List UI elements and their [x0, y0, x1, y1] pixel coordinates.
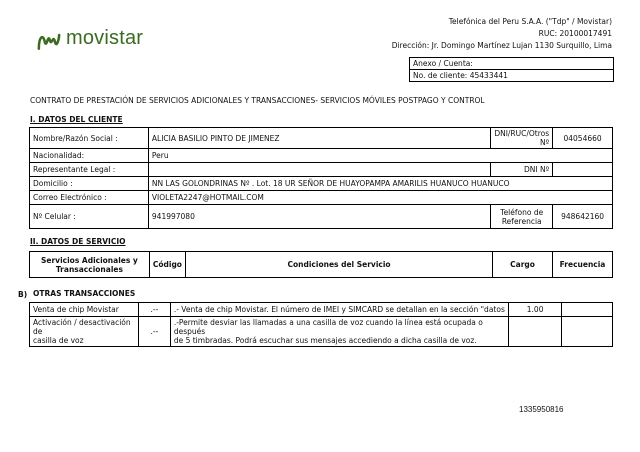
cell-label: Nº Celular :	[30, 205, 149, 229]
table-row	[30, 303, 613, 317]
row-charge: 1.00	[508, 303, 562, 317]
legal-rep-label: Representante Legal :	[30, 163, 149, 177]
anexo-label: Anexo / Cuenta:	[410, 58, 614, 70]
col-code: Código	[149, 252, 185, 278]
company-name: Telefónica del Peru S.A.A. ("Tdp" / Movistar)	[448, 17, 612, 26]
row-frequency	[562, 317, 613, 347]
address-label: Domicilio :	[30, 177, 149, 191]
ref-phone-label: Teléfono de Referencia	[491, 205, 553, 229]
row-code: .--	[139, 303, 171, 317]
service-header-table	[29, 251, 613, 278]
row-code: .--	[139, 317, 171, 347]
document-number: 1335950816	[519, 405, 564, 414]
nationality-value: Peru	[148, 149, 612, 163]
ref-phone-value: 948642160	[553, 205, 613, 229]
row-condition: .- Venta de chip Movistar. El número de IMEI y SIMCARD se detallan en la sección "datos	[170, 303, 508, 317]
name-value: ALICIA BASILIO PINTO DE JIMENEZ	[148, 128, 490, 149]
col-charge: Cargo	[493, 252, 553, 278]
email-label: Correo Electrónico :	[30, 191, 149, 205]
name-label: Nombre/Razón Social :	[30, 128, 149, 149]
account-box	[409, 57, 614, 82]
client-table	[29, 127, 613, 229]
transactions-marker: B)	[18, 290, 28, 299]
company-address: Dirección: Jr. Domingo Martínez Lujan 1130 Surquillo, Lima	[391, 41, 612, 50]
col-conditions: Condiciones del Servicio	[185, 252, 492, 278]
transactions-table	[29, 302, 613, 347]
cell-value: 941997080	[148, 205, 490, 229]
client-section-heading: I. DATOS DEL CLIENTE	[30, 115, 123, 124]
col-frequency: Frecuencia	[553, 252, 613, 278]
client-number: No. de cliente: 45433441	[410, 70, 614, 82]
email-value: VIOLETA2247@HOTMAIL.COM	[148, 191, 612, 205]
doc-label: DNI/RUC/Otros Nº	[491, 128, 553, 149]
col-services: Servicios Adicionales y Transaccionales	[30, 252, 150, 278]
service-section-heading: II. DATOS DE SERVICIO	[30, 237, 126, 246]
row-charge	[508, 317, 562, 347]
row-service: Activación / desactivación de casilla de voz	[30, 317, 139, 347]
movistar-logo-icon	[34, 30, 64, 52]
company-ruc: RUC: 20100017491	[538, 29, 612, 38]
row-condition: .-Permite desviar las llamadas a una casilla de voz cuando la línea está ocupada o después de 5 timbradas. Podrá escuchar sus mensajes accediendo a dicha casilla de voz.	[170, 317, 508, 347]
table-row	[30, 317, 613, 347]
address-value: NN LAS GOLONDRINAS Nº . Lot. 18 UR SEÑOR DE HUAYOPAMPA AMARILIS HUANUCO HUANUCO	[148, 177, 612, 191]
nationality-label: Nacionalidad:	[30, 149, 149, 163]
transactions-heading: OTRAS TRANSACCIONES	[33, 289, 136, 298]
doc-value: 04054660	[553, 128, 613, 149]
row-frequency	[562, 303, 613, 317]
legal-rep-value	[148, 163, 490, 177]
row-service: Venta de chip Movistar	[30, 303, 139, 317]
logo-text: movistar	[66, 27, 144, 49]
client-number-value: 45433441	[469, 71, 508, 80]
dni-value	[553, 163, 613, 177]
contract-title: CONTRATO DE PRESTACIÓN DE SERVICIOS ADICIONALES Y TRANSACCIONES- SERVICIOS MÓVILES POSTPAGO Y CONTROL	[30, 96, 485, 105]
dni-label: DNI Nº	[491, 163, 553, 177]
